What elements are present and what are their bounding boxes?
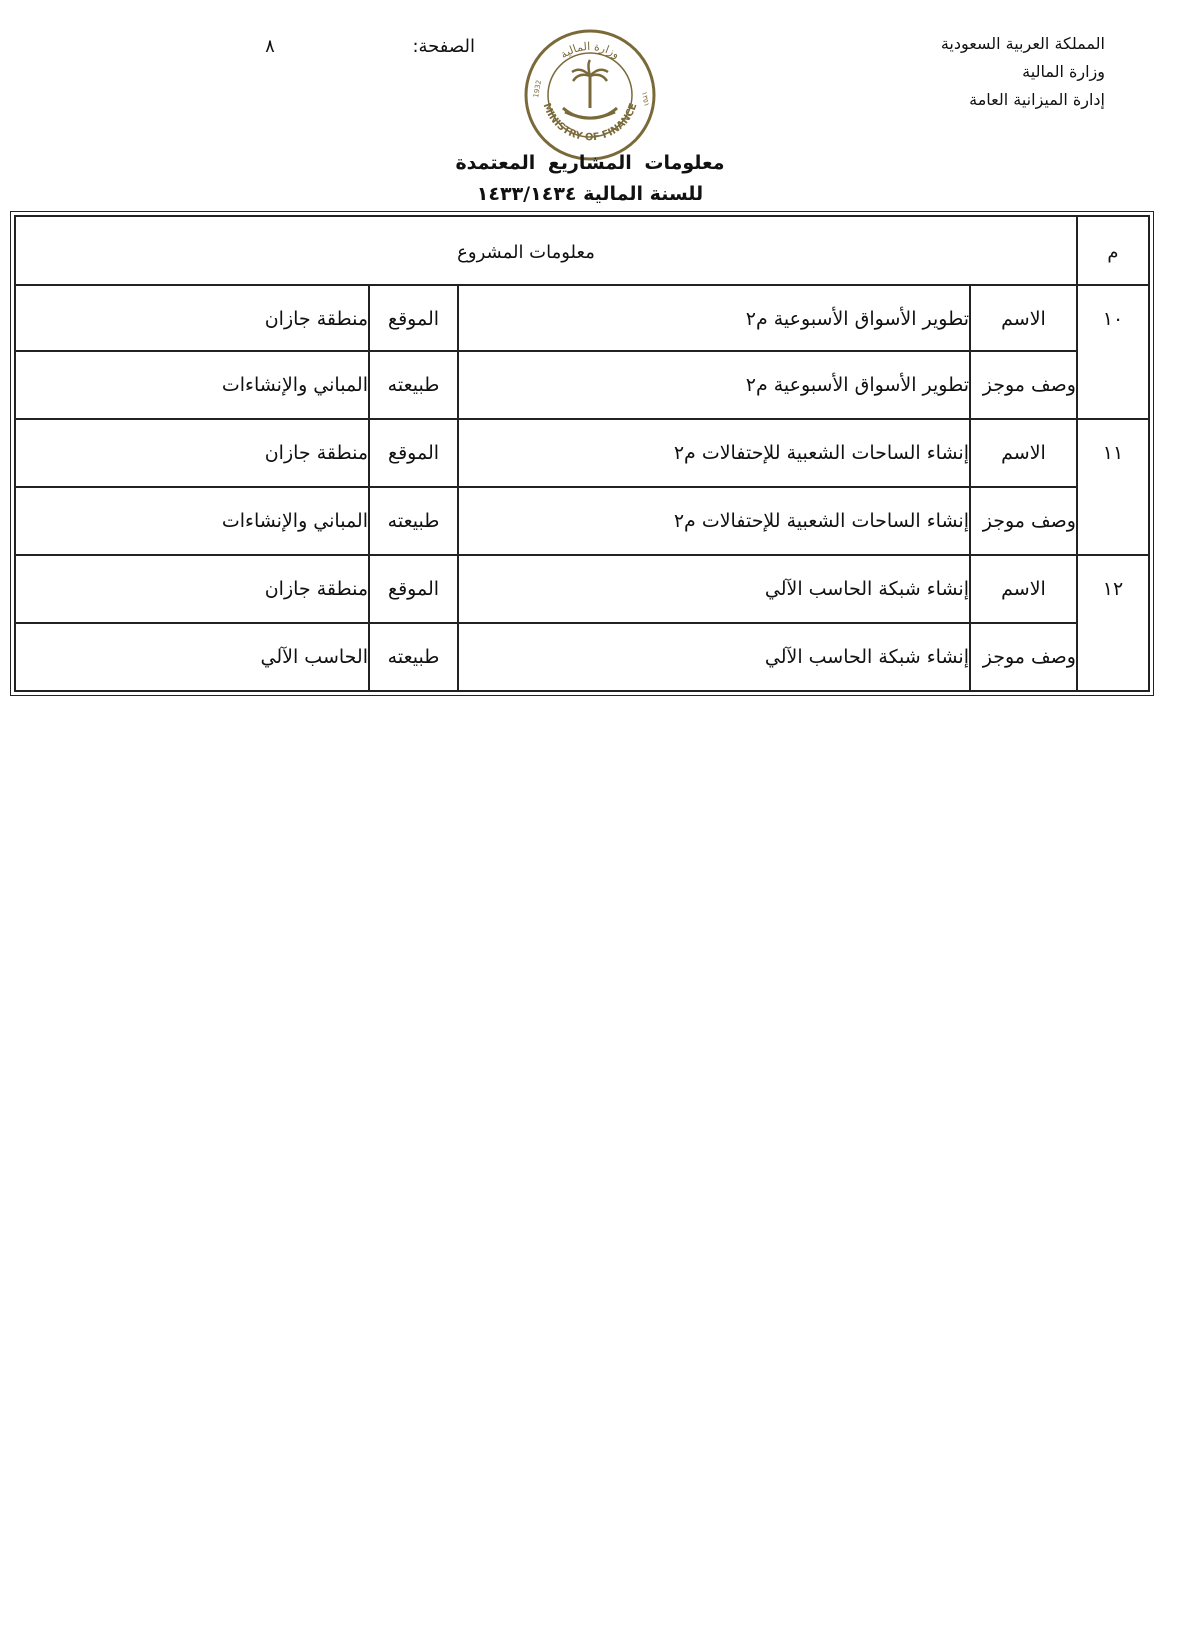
project-brief: إنشاء الساحات الشعبية للإحتفالات م٢ bbox=[673, 510, 969, 532]
label-name: الاسم bbox=[1001, 578, 1046, 600]
project-location: منطقة جازان bbox=[264, 442, 368, 464]
header-index: م bbox=[1107, 242, 1119, 263]
label-location: الموقع bbox=[387, 578, 440, 600]
org-line-kingdom: المملكة العربية السعودية bbox=[940, 34, 1105, 53]
label-brief: وصف موجز bbox=[982, 510, 1076, 532]
svg-text:وزارة المالية bbox=[558, 40, 622, 61]
label-nature: طبيعته bbox=[387, 646, 440, 668]
row-index: ١٠ bbox=[1102, 308, 1124, 330]
org-line-ministry: وزارة المالية bbox=[1022, 62, 1105, 81]
organization-header bbox=[941, 30, 1105, 114]
project-name: إنشاء شبكة الحاسب الآلي bbox=[764, 578, 969, 600]
project-nature: المباني والإنشاءات bbox=[221, 510, 368, 532]
project-location: منطقة جازان bbox=[264, 578, 368, 600]
row-index: ١١ bbox=[1102, 442, 1124, 464]
label-nature: طبيعته bbox=[387, 510, 440, 532]
project-brief: تطوير الأسواق الأسبوعية م٢ bbox=[745, 374, 969, 396]
seal-year-left: 1932 bbox=[532, 79, 544, 99]
project-nature: المباني والإنشاءات bbox=[221, 374, 368, 396]
label-brief: وصف موجز bbox=[982, 646, 1076, 668]
seal-arabic-text: وزارة المالية bbox=[557, 39, 623, 62]
project-brief: إنشاء شبكة الحاسب الآلي bbox=[764, 646, 969, 668]
fiscal-year-subtitle: للسنة المالية ١٤٣٣/١٤٣٤ bbox=[476, 183, 704, 205]
org-line-department: إدارة الميزانية العامة bbox=[969, 90, 1105, 109]
page-number: ٨ bbox=[265, 36, 275, 57]
ministry-of-finance-seal-icon bbox=[523, 28, 657, 162]
label-name: الاسم bbox=[1001, 442, 1046, 464]
project-name: إنشاء الساحات الشعبية للإحتفالات م٢ bbox=[673, 442, 969, 464]
document-title: معلومات المشاريع المعتمدة bbox=[455, 152, 725, 174]
header-project-info: معلومات المشروع bbox=[457, 242, 595, 263]
label-location: الموقع bbox=[387, 442, 440, 464]
label-nature: طبيعته bbox=[387, 374, 440, 396]
svg-text:MINISTRY OF FINANCE bbox=[541, 102, 640, 144]
project-name: تطوير الأسواق الأسبوعية م٢ bbox=[745, 308, 969, 330]
label-brief: وصف موجز bbox=[982, 374, 1076, 396]
label-name: الاسم bbox=[1001, 308, 1046, 330]
label-location: الموقع bbox=[387, 308, 440, 330]
seal-year-right: ١٣٥١ bbox=[640, 90, 651, 108]
seal-english-text: MINISTRY OF FINANCE bbox=[540, 101, 640, 144]
project-nature: الحاسب الآلي bbox=[260, 646, 368, 668]
row-index: ١٢ bbox=[1102, 578, 1124, 600]
project-location: منطقة جازان bbox=[264, 308, 368, 330]
page-label: الصفحة: bbox=[412, 36, 475, 57]
